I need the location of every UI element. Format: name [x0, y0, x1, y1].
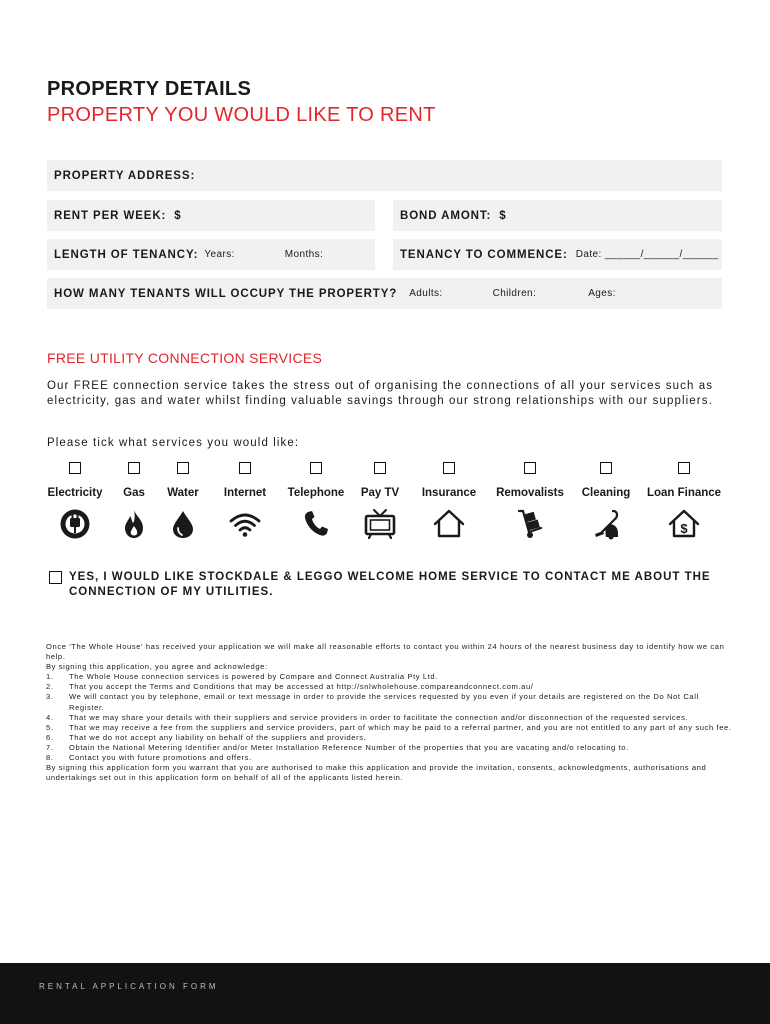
page-footer	[0, 963, 770, 1024]
tenancy-commence-label: TENANCY TO COMMENCE:	[400, 248, 568, 261]
service-loan-finance	[639, 460, 729, 541]
number-of-tenants-field[interactable]	[47, 278, 722, 309]
house-dollar-icon	[667, 507, 701, 541]
plug-icon	[58, 507, 92, 541]
service-label: Pay TV	[360, 487, 400, 499]
service-label: Insurance	[421, 487, 477, 499]
adults-label: Adults:	[409, 288, 443, 299]
ages-label: Ages:	[588, 288, 616, 299]
terms-acknowledge: By signing this application, you agree and acknowledge:	[46, 662, 268, 672]
length-of-tenancy-field[interactable]	[47, 239, 375, 270]
vacuum-icon	[589, 507, 623, 541]
cleaning-checkbox[interactable]	[600, 462, 612, 474]
internet-checkbox[interactable]	[239, 462, 251, 474]
terms-item: 8. Contact you with future promotions and offers.	[46, 753, 252, 763]
utility-services-heading: FREE UTILITY CONNECTION SERVICES	[47, 350, 323, 366]
service-label: Loan Finance	[646, 487, 722, 499]
house-icon	[432, 507, 466, 541]
years-label: Years:	[204, 249, 235, 260]
terms-item: 2. That you accept the Terms and Conditions that may be accessed at http://snlwholehouse.compareandconnect.com.au/	[46, 682, 534, 692]
bond-amount-label: BOND AMONT:	[400, 209, 492, 222]
bond-currency-prefix: $	[499, 209, 507, 222]
hand-truck-icon	[513, 507, 547, 541]
service-label: Electricity	[47, 487, 103, 499]
tick-services-prompt: Please tick what services you would like:	[47, 437, 300, 449]
utility-services-intro: Our FREE connection service takes the stress out of organising the connections of all your services such as electricity, gas and water whilst finding valuable savings through our strong relationships with our suppliers.	[47, 380, 714, 407]
pay-tv-checkbox[interactable]	[374, 462, 386, 474]
service-label: Cleaning	[581, 487, 631, 499]
footer-text: RENTAL APPLICATION FORM	[39, 982, 219, 991]
terms-item: 5. That we may receive a fee from the suppliers and service providers, part of which may be paid to a referral partner, and you are not entitled to any part of any such fee.	[46, 722, 732, 732]
property-address-field[interactable]	[47, 160, 722, 191]
water-checkbox[interactable]	[177, 462, 189, 474]
welcome-home-text: YES, I WOULD LIKE STOCKDALE & LEGGO WELCOME HOME SERVICE TO CONTACT ME ABOUT THE CONNECTION OF MY UTILITIES.	[69, 571, 711, 598]
terms-item: 3. We will contact you by telephone, email or text message in order to provide the services requested by you even if your details are registered on the Do Not Call Register.	[46, 692, 699, 712]
electricity-checkbox[interactable]	[69, 462, 81, 474]
service-label: Water	[167, 487, 199, 499]
service-label: Telephone	[287, 487, 345, 499]
service-label: Gas	[123, 487, 145, 499]
terms-item: 4. That we may share your details with their suppliers and service providers in order to facilitate the connection and/or disconnection of the requested services.	[46, 712, 689, 722]
number-of-tenants-label: HOW MANY TENANTS WILL OCCUPY THE PROPERTY?	[54, 287, 398, 300]
terms-item: 7. Obtain the National Metering Identifier and/or Meter Installation Reference Number of the properties that you are vacating and/o relocating to.	[46, 742, 629, 752]
svg-text:$: $	[680, 521, 688, 536]
service-cleaning	[561, 460, 651, 541]
service-label: Internet	[223, 487, 267, 499]
terms-item: 6. That we do not accept any liability on behalf of the suppliers and providers.	[46, 732, 367, 742]
wifi-icon	[228, 507, 262, 541]
rent-per-week-field[interactable]	[47, 200, 375, 231]
children-label: Children:	[492, 288, 537, 299]
months-label: Months:	[284, 249, 324, 260]
tenancy-commence-field[interactable]	[393, 239, 722, 270]
page-title: PROPERTY DETAILS	[47, 78, 252, 100]
tv-icon	[363, 507, 397, 541]
rent-per-week-label: RENT PER WEEK:	[54, 209, 167, 222]
loan-finance-checkbox[interactable]	[678, 462, 690, 474]
service-insurance	[404, 460, 494, 541]
water-drop-icon	[166, 507, 200, 541]
removalists-checkbox[interactable]	[524, 462, 536, 474]
page-subtitle: PROPERTY YOU WOULD LIKE TO RENT	[47, 104, 436, 126]
date-label: Date: ______/______/______	[575, 249, 719, 260]
insurance-checkbox[interactable]	[443, 462, 455, 474]
bond-amount-field[interactable]	[393, 200, 722, 231]
welcome-home-checkbox[interactable]	[49, 571, 62, 584]
welcome-home-optin	[49, 570, 729, 600]
phone-icon	[299, 507, 333, 541]
telephone-checkbox[interactable]	[310, 462, 322, 474]
service-label: Removalists	[496, 487, 564, 499]
terms-fine-print	[46, 642, 736, 783]
rent-currency-prefix: $	[174, 209, 182, 222]
terms-item: 1. The Whole House connection services is powered by Compare and Connect Australia Pty Ltd.	[46, 672, 438, 682]
terms-closing: By signing this application form you warrant that you are authorised to make this application and provide the invitation, consents, acknowledgments, authorisations and undertakings set out in this application form on behalf of all of the applicants listed herein.	[46, 763, 707, 783]
terms-intro: Once 'The Whole House' has received your application we will make all reasonable efforts to contact you within 24 hours of the nearest business day to identify how we can help.	[46, 642, 725, 662]
length-of-tenancy-label: LENGTH OF TENANCY:	[54, 248, 199, 261]
property-address-label: PROPERTY ADDRESS:	[54, 169, 196, 182]
